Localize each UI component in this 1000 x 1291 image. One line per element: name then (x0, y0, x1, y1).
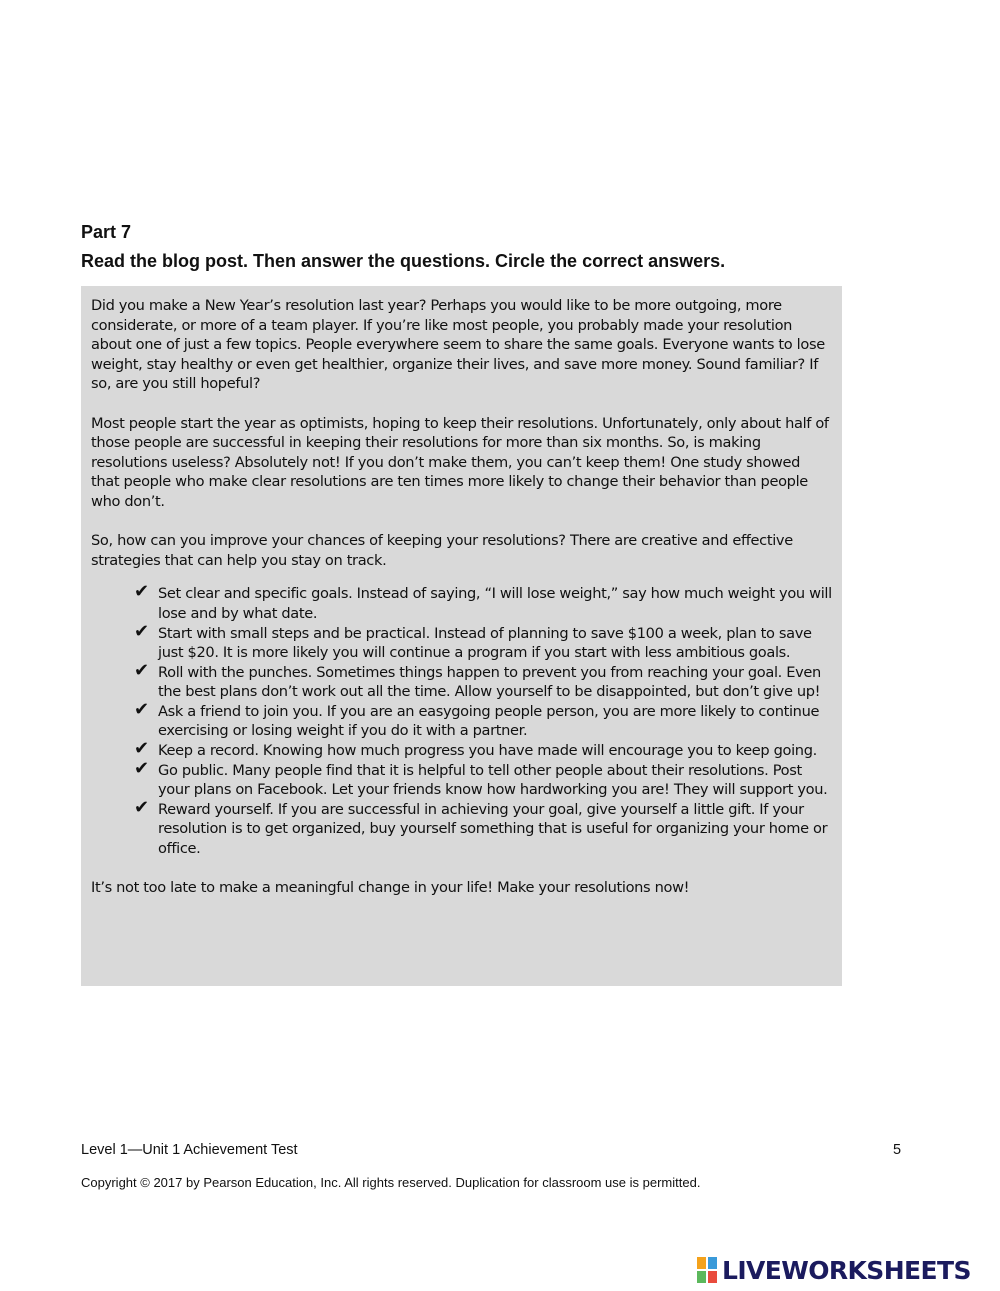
tip-item (134, 796, 832, 859)
tip-text: Ask a friend to join you. If you are an easygoing people person, you are more likely to continue exercising or losing weight if you do it with a partner. (158, 702, 820, 740)
check-icon: ✔ (134, 620, 149, 642)
blog-paragraph-1: Did you make a New Year’s resolution last year? Perhaps you would like to be more outgoing, more considerate, or more of a team player. If you’re like most people, you probably made your resolution about one of just a few topics. People everywhere seem to share the same goals. Everyone wants to lose weight, stay healthy or even get healthier, organize their lives, and save more money. Sound familiar? If so, are you still hopeful? (91, 297, 825, 393)
tip-item (134, 620, 832, 663)
blog-post (81, 286, 842, 986)
liveworksheets-logo[interactable] (697, 1255, 971, 1285)
blog-paragraph-3: So, how can you improve your chances of keeping your resolutions? There are creative and effective strategies that can help you stay on track. (91, 532, 793, 569)
tip-text: Start with small steps and be practical. Instead of planning to save $100 a week, plan to save just $20. It is more likely you will continue a program if you start with less ambitious goals. (158, 624, 812, 662)
tip-item (134, 659, 832, 702)
tip-text: Keep a record. Knowing how much progress you have made will encourage you to keep going. (158, 742, 817, 760)
part-title: Part 7 (81, 222, 132, 242)
tip-item (134, 757, 832, 800)
test-name: Level 1—Unit 1 Achievement Test (81, 1142, 298, 1158)
tip-text: Go public. Many people find that it is helpful to tell other people about their resolutions. Post your plans on Facebook. Let your friends know how hardworking you are! They will support you. (158, 761, 828, 799)
page-number: 5 (893, 1142, 902, 1158)
tip-item (134, 698, 832, 741)
check-icon: ✔ (134, 796, 149, 818)
check-icon: ✔ (134, 757, 149, 779)
blog-closing: It’s not too late to make a meaningful change in your life! Make your resolutions now! (91, 879, 690, 897)
tip-item (134, 581, 832, 623)
check-icon: ✔ (134, 738, 149, 760)
copyright: Copyright © 2017 by Pearson Education, Inc. All rights reserved. Duplication for classroom use is permitted. (81, 1175, 701, 1190)
check-icon: ✔ (134, 698, 149, 720)
tip-text: Reward yourself. If you are successful in achieving your goal, give yourself a little gift. If your resolution is to get organized, buy yourself something that is useful for organizing your home or office. (158, 800, 828, 858)
check-icon: ✔ (134, 659, 149, 681)
blog-paragraph-2: Most people start the year as optimists, hoping to keep their resolutions. Unfortunately, only about half of those people are successful in keeping their resolutions for more than six months. So, is making resolutions useless? Absolutely not! If you don’t make them, you can’t keep them! One study showed that people who make clear resolutions are ten times more likely to change their behavior than people who don’t. (91, 414, 829, 510)
logo-blocks-icon (697, 1257, 719, 1283)
tip-item (134, 738, 832, 761)
tip-text: Roll with the punches. Sometimes things happen to prevent you from reaching your goal. Even the best plans don’t work out all the time. Allow yourself to be disappointed, but don’t give up! (158, 663, 821, 701)
check-icon: ✔ (134, 581, 149, 603)
tip-text: Set clear and specific goals. Instead of saying, “I will lose weight,” say how much weight you will lose and by what date. (158, 585, 832, 622)
tips-list (91, 581, 832, 858)
logo-text: LIVEWORKSHEETS (722, 1255, 971, 1285)
instructions: Read the blog post. Then answer the questions. Circle the correct answers. (81, 251, 726, 271)
